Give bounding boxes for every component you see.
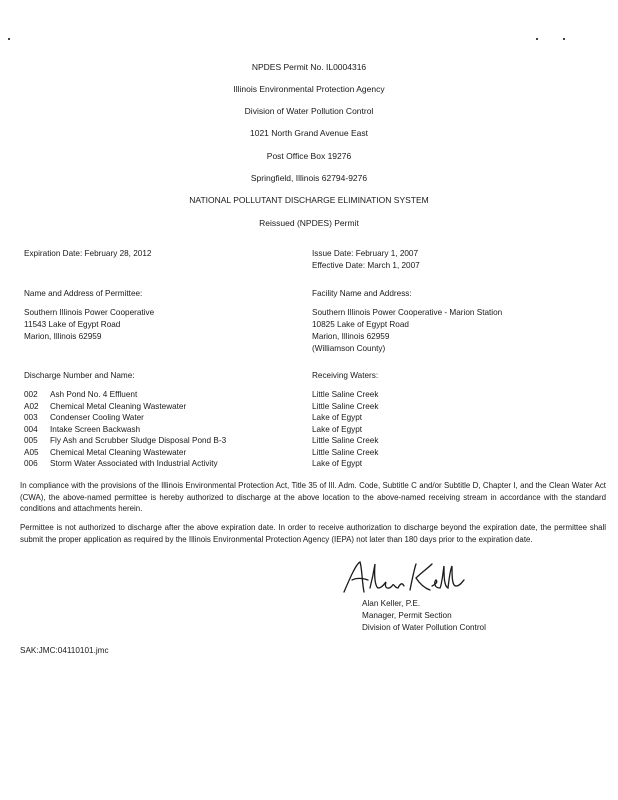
expiration-date: Expiration Date: February 28, 2012 — [24, 249, 152, 258]
expiration-paragraph: Permittee is not authorized to discharge after the above expiration date. In order to receive authorization to discharge beyond the expiration date, the permittee shall submit the proper application as required by the Illinois Environmental Protection Agency (IEPA) not later than 180 days prior to the expiration date. — [20, 523, 606, 544]
discharge-name: Ash Pond No. 4 Effluent — [50, 390, 138, 399]
discharge-heading: Discharge Number and Name: — [24, 371, 135, 380]
permit-number: NPDES Permit No. IL0004316 — [251, 62, 367, 72]
discharge-code: 004 — [24, 424, 38, 434]
discharge-name: Fly Ash and Scrubber Sludge Disposal Pond B-3 — [50, 436, 227, 445]
discharge-row — [24, 424, 226, 436]
signer-title: Manager, Permit Section — [362, 611, 452, 620]
permittee-line: Marion, Illinois 62959 — [24, 332, 102, 341]
discharge-code: A02 — [24, 401, 39, 411]
discharge-row — [24, 447, 226, 459]
facility-line: Marion, Illinois 62959 — [312, 332, 390, 341]
street-address: 1021 North Grand Avenue East — [250, 128, 368, 138]
scan-speck — [8, 38, 10, 40]
discharge-name: Intake Screen Backwash — [50, 424, 141, 434]
permittee-heading: Name and Address of Permittee: — [24, 289, 143, 298]
receiving-water: Lake of Egypt — [312, 424, 363, 434]
signature-image — [340, 558, 470, 598]
receiving-water: Little Saline Creek — [312, 390, 379, 399]
discharge-code: A05 — [24, 447, 39, 457]
division-name: Division of Water Pollution Control — [244, 106, 374, 116]
permittee-address — [24, 307, 154, 343]
discharge-row — [24, 401, 226, 413]
discharge-name: Condenser Cooling Water — [50, 413, 144, 422]
receiving-water: Little Saline Creek — [312, 447, 379, 457]
compliance-paragraph: In compliance with the provisions of the Illinois Environmental Protection Act, Title 35 of Ill. Adm. Code, Subtitle C and/or Subtitle D, Chapter I, and the Clean Water Act (CWA), the above-named permittee is hereby authorized to discharge at the above location to the above-named receiving stream in accordance with the standard conditions and attachments herein. — [20, 481, 606, 513]
po-box: Post Office Box 19276 — [266, 151, 352, 161]
discharge-name: Chemical Metal Cleaning Wastewater — [50, 401, 187, 411]
facility-line: Southern Illinois Power Cooperative - Marion Station — [312, 308, 503, 317]
signer-division: Division of Water Pollution Control — [362, 623, 486, 632]
receiving-water: Little Saline Creek — [312, 436, 379, 445]
discharge-list — [24, 389, 226, 470]
receiving-waters-heading: Receiving Waters: — [312, 371, 379, 380]
scan-speck — [536, 38, 538, 40]
discharge-code: 005 — [24, 436, 38, 445]
receiving-water: Little Saline Creek — [312, 401, 379, 411]
discharge-row — [24, 412, 226, 424]
facility-line: (Williamson County) — [312, 344, 386, 353]
discharge-row — [24, 435, 226, 447]
city-state-zip: Springfield, Illinois 62794-9276 — [250, 173, 368, 183]
facility-heading: Facility Name and Address: — [312, 289, 412, 298]
issue-date: Issue Date: February 1, 2007 — [312, 249, 419, 258]
discharge-code: 006 — [24, 459, 38, 468]
effective-date: Effective Date: March 1, 2007 — [312, 261, 420, 270]
permit-type: Reissued (NPDES) Permit — [259, 218, 359, 228]
facility-address — [312, 307, 502, 355]
agency-name: Illinois Environmental Protection Agency — [233, 84, 385, 94]
facility-line: 10825 Lake of Egypt Road — [312, 320, 409, 329]
permittee-line: 11543 Lake of Egypt Road — [24, 320, 121, 329]
program-name: NATIONAL POLLUTANT DISCHARGE ELIMINATION SYSTEM — [189, 195, 429, 205]
discharge-name: Chemical Metal Cleaning Wastewater — [50, 447, 187, 457]
receiving-water: Lake of Egypt — [312, 459, 363, 468]
discharge-name: Storm Water Associated with Industrial Activity — [50, 459, 218, 468]
signature-block — [362, 598, 486, 634]
discharge-code: 003 — [24, 413, 38, 422]
signer-name: Alan Keller, P.E. — [362, 599, 421, 608]
discharge-row — [24, 389, 226, 401]
permittee-line: Southern Illinois Power Cooperative — [24, 308, 155, 317]
discharge-code: 002 — [24, 390, 38, 399]
discharge-row — [24, 458, 226, 470]
receiving-waters-list — [312, 389, 378, 470]
reference-code: SAK:JMC:04110101.jmc — [20, 646, 109, 655]
scan-speck — [563, 38, 565, 40]
receiving-water: Lake of Egypt — [312, 413, 363, 422]
